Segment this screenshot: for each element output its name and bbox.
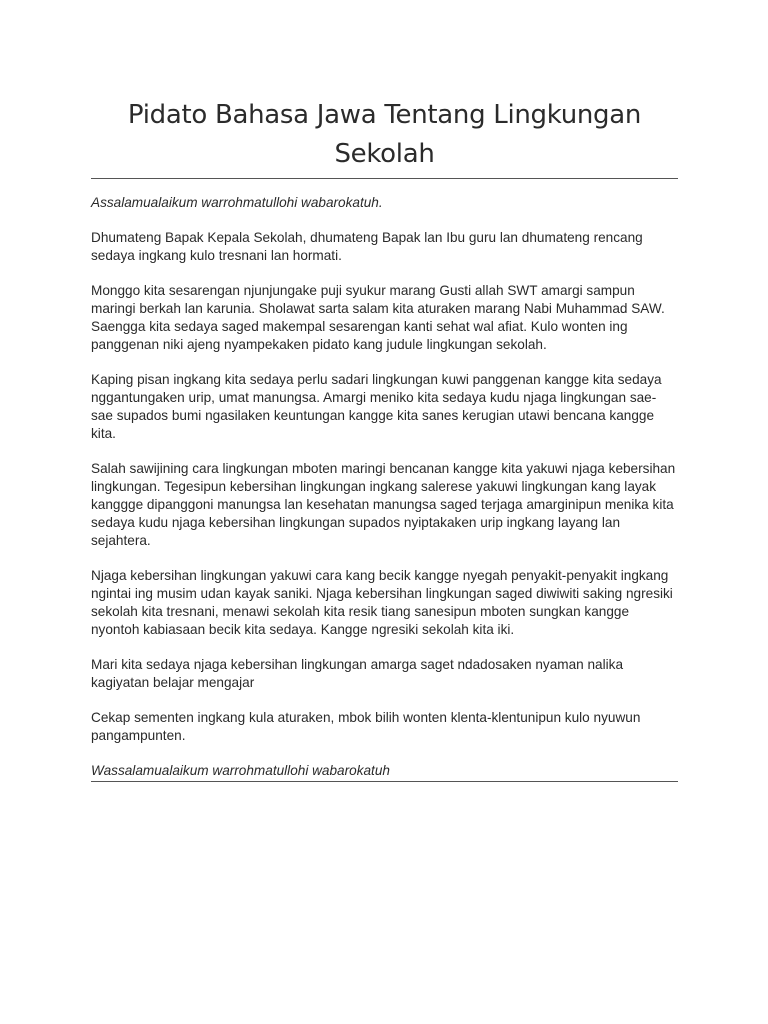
paragraph-invitation: Mari kita sedaya njaga kebersihan lingkungan amarga saget ndadosaken nyaman nalika kagiyatan belajar mengajar <box>91 657 624 690</box>
document-page <box>91 96 678 782</box>
paragraph-environment-importance: Kaping pisan ingkang kita sedaya perlu sadari lingkungan kuwi panggenan kangge kita sedaya nggantungaken urip, umat manungsa. Amargi meniko kita sedaya kudu njaga lingkungan sae-sae supados bumi ngasilaken keuntungan kangge kita sanes kerugian utawi bencana kangge kita. <box>91 372 662 441</box>
paragraph-salutation: Dhumateng Bapak Kepala Sekolah, dhumateng Bapak lan Ibu guru lan dhumateng rencang sedaya ingkang kulo tresnani lan hormati. <box>91 230 643 263</box>
paragraph-gratitude: Monggo kita sesarengan njunjungake puji syukur marang Gusti allah SWT amargi sampun maringi berkah lan karunia. Sholawat sarta salam kita aturaken marang Nabi Muhammad SAW. Saengga kita sedaya saged makempal sesarengan kanti sehat wal afiat. Kulo wonten ing panggenan niki ajeng nyampekaken pidato kang judule lingkungan sekolah. <box>91 283 665 352</box>
paragraph-apology: Cekap sementen ingkang kula aturaken, mbok bilih wonten klenta-klentunipun kulo nyuwun pangampunten. <box>91 710 641 743</box>
paragraph-prevention: Njaga kebersihan lingkungan yakuwi cara kang becik kangge nyegah penyakit-penyakit ingkang ngintai ing musim udan kayak saniki. Njaga kebersihan lingkungan saged diwiwiti saking ngresiki sekolah kita tresnani, menawi sekolah kita resik tiang sanesipun mboten sungkan kangge nyontoh kabiasaan becik kita sedaya. Kangge ngresiki sekolah kita iki. <box>91 568 673 637</box>
opening-greeting: Assalamualaikum warrohmatullohi wabarokatuh. <box>91 195 383 210</box>
paragraph-cleanliness: Salah sawijining cara lingkungan mboten maringi bencanan kangge kita yakuwi njaga kebersihan lingkungan. Tegesipun kebersihan lingkungan ingkang salerese yakuwi lingkungan kang layak kanggge dipanggoni manungsa lan kesehatan manungsa saged terjaga amarginipun menika kita sedaya kudu njaga kebersihan lingkungan supados nyiptakaken urip ingkang layang lan sejahtera. <box>91 461 676 548</box>
page-title: Pidato Bahasa Jawa Tentang Lingkungan Sekolah <box>91 96 678 179</box>
closing-greeting: Wassalamualaikum warrohmatullohi wabarokatuh <box>91 762 678 782</box>
